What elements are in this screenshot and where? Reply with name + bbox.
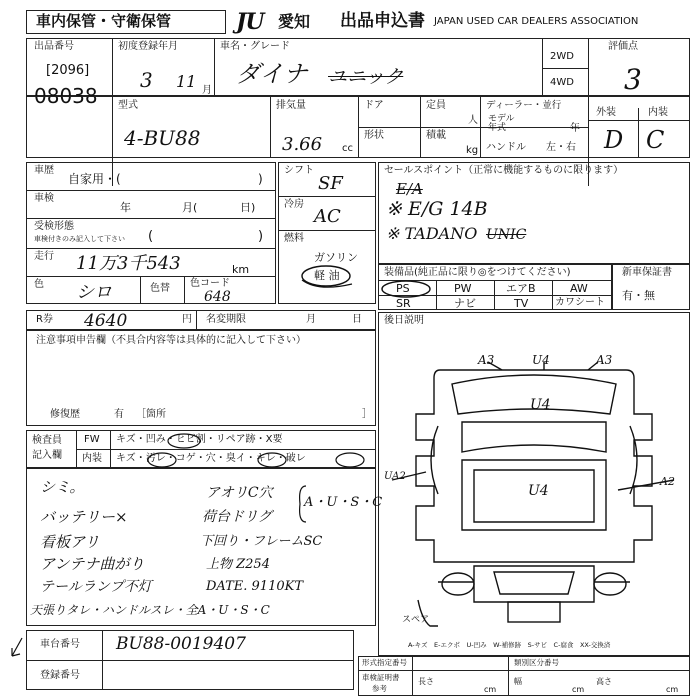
inspector-label-1: 検査員 (32, 435, 62, 446)
shift-value: SF (318, 173, 343, 194)
association-name: JAPAN USED CAR DEALERS ASSOCIATION (434, 16, 639, 27)
sales-line-3: ※ TADANO (386, 224, 478, 243)
equip-tv: TV (514, 297, 529, 310)
damage-mark-a3-right: A3 (596, 353, 613, 367)
car-name-label: 車名・グレード (220, 41, 290, 52)
handnote-left-5: テールランプ不灯 (40, 579, 152, 595)
history-close: ) (258, 172, 263, 186)
sales-line-1: E/A (396, 180, 423, 198)
equip-ps: PS (396, 282, 410, 295)
lot-number: 08038 (34, 84, 98, 108)
drive-2wd: 2WD (550, 51, 574, 62)
inspector-circle-marks (140, 430, 380, 470)
first-reg-month: 11 (176, 72, 197, 91)
mileage-value: 11万3千543 (76, 253, 181, 274)
org-name: 愛知 (278, 12, 311, 31)
year-unit: 年 (570, 123, 580, 134)
length-cm: cm (484, 685, 497, 694)
inspector-int-label: 内装 (82, 453, 102, 464)
car-name-struck: ユニック (328, 66, 404, 88)
model-value: 4-BU88 (124, 126, 201, 150)
door-label: ドア (364, 100, 384, 111)
displacement-value: 3.66 (282, 134, 323, 155)
inspection-label: 車検 (34, 193, 54, 204)
width-cm: cm (572, 685, 585, 694)
sales-line-2: ※ E/G 14B (386, 198, 488, 220)
fuel-circle-mark (298, 262, 358, 298)
model-year-label: モデル 年式 (488, 114, 515, 133)
height-cm: cm (666, 685, 679, 694)
ju-logo (236, 9, 276, 33)
receive-note: 車検付きのみ記入して下さい (34, 235, 125, 243)
cert-label: 車検証明書 (362, 673, 400, 682)
receive-close: ) (258, 229, 264, 244)
drive-4wd: 4WD (550, 77, 574, 88)
equip-aw: AW (570, 282, 588, 295)
capacity-unit: 人 (468, 115, 478, 126)
damage-mark-u4-hood: U4 (530, 397, 551, 413)
chassis-label: 車台番号 (40, 639, 80, 650)
interior-label: 内装 (648, 107, 668, 118)
color-value: シロ (76, 282, 112, 303)
recycle-value: 4640 (84, 311, 128, 331)
equip-pw: PW (454, 282, 472, 295)
equip-airbag: エアB (506, 282, 536, 295)
color-code-value: 648 (204, 289, 231, 305)
spec-number-label: 形式指定番号 (362, 658, 407, 667)
fuel-diesel: 軽 油 (314, 269, 340, 282)
repair-label: 修復歴 (50, 409, 80, 420)
damage-mark-u4-bed: U4 (528, 483, 549, 499)
storage-label: 車内保管・守衛保管 (36, 12, 172, 30)
handnote-right-1: アオリC穴 (206, 485, 273, 501)
length-label: 長さ (418, 677, 434, 686)
ps-circle-mark (380, 279, 432, 299)
model-label: 型式 (118, 100, 138, 111)
sales-line-3-struck: UNIC (486, 227, 527, 243)
fuel-gasoline: ガソリン (314, 251, 358, 264)
displacement-unit: cc (342, 143, 353, 154)
handnote-right-3: 下回り・フレームSC (200, 534, 323, 549)
capacity-label: 定員 (426, 100, 446, 111)
corner-arrow-mark (8, 636, 26, 660)
warranty-options: 有・無 (622, 289, 655, 302)
rename-day: 日 (352, 314, 362, 325)
color-change-label: 色替 (150, 283, 170, 294)
exterior-label: 外装 (596, 107, 616, 118)
receive-paren: ( (148, 229, 154, 244)
notes-label: 注意事項申告欄（不具合内容等は具体的に記入して下さい） (36, 335, 306, 346)
mileage-label: 走行 (34, 251, 54, 262)
handnote-left-3: 看板アリ (40, 533, 100, 551)
inspection-month: 月( (182, 201, 198, 214)
first-reg-year: 3 (140, 68, 153, 92)
rear-explain-label: 後日説明 (384, 315, 424, 326)
shape-label: 形状 (364, 130, 384, 141)
history-label: 車歴 (34, 165, 54, 176)
handnote-left-1: シミ。 (40, 478, 85, 496)
color-code-label: 色コード (190, 278, 230, 289)
ac-value: AC (314, 206, 341, 227)
rating-value: 3 (624, 63, 642, 96)
recycle-frame (26, 310, 376, 330)
handnote-right-2: 荷台ドリグ (202, 509, 272, 525)
shift-label: シフト (284, 165, 314, 176)
lot-bracket: [2096] (46, 63, 90, 78)
exterior-value: D (604, 126, 624, 154)
handle-label: ハンドル (486, 142, 526, 153)
damage-mark-a3-left: A3 (478, 353, 495, 367)
inspector-label-2: 記入欄 (32, 450, 62, 461)
repair-bracket: ［箇所 (136, 409, 166, 420)
inspection-year: 年 (120, 201, 131, 214)
inspector-fw-items: キズ・凹み・ヒビ割・リペア跡・X要 (116, 434, 283, 445)
handnote-left-4: アンテナ曲がり (40, 555, 145, 573)
handnote-right-4: 上物 Z254 (206, 557, 270, 572)
rename-label: 名変期限 (206, 314, 246, 325)
inspection-day: 日) (240, 201, 256, 214)
rename-month: 月 (306, 314, 316, 325)
load-unit: kg (466, 145, 479, 156)
receive-label: 受検形態 (34, 221, 74, 232)
handnote-right-5: DATE. 9110KT (206, 579, 303, 594)
ac-label: 冷房 (284, 199, 304, 210)
equip-sr: SR (396, 297, 411, 310)
equip-wseat: カワシート (555, 297, 605, 308)
height-label: 高さ (596, 677, 612, 686)
damage-mark-u4-top: U4 (532, 353, 550, 367)
repair-close: ］ (362, 409, 372, 420)
handnote-left-2: バッテリー× (40, 508, 128, 526)
dealer-label: ディーラー・並行 (486, 100, 562, 111)
mileage-unit: km (232, 263, 250, 276)
car-name: ダイナ (236, 60, 308, 88)
warranty-label: 新車保証書 (622, 267, 672, 278)
recycle-label: R券 (36, 314, 53, 325)
first-reg-label: 初度登録年月 (118, 41, 178, 52)
recycle-unit: 円 (182, 314, 192, 325)
load-label: 積載 (426, 130, 446, 141)
ju-logo-text: JU (236, 9, 264, 35)
equip-navi: ナビ (454, 297, 476, 310)
handnote-left-6: 天張りタレ・ハンドルスレ・全A・U・S・C (30, 603, 270, 617)
repair-value: 有 (114, 409, 124, 420)
registration-label: 登録番号 (40, 670, 80, 681)
damage-mark-a2-right: A2 (660, 475, 675, 488)
handnote-side-bracket: A・U・S・C (304, 495, 383, 510)
bracket-mark (296, 484, 308, 524)
inspector-int-items: キズ・汚レ・コゲ・穴・臭イ・キレ・破レ (116, 453, 306, 464)
handle-options: 左・右 (546, 142, 576, 153)
rating-label: 評価点 (608, 41, 638, 52)
inspector-fw-label: FW (84, 434, 100, 445)
form-title: 出品申込書 (340, 11, 425, 31)
interior-value: C (646, 126, 665, 154)
history-value: 自家用・( (68, 172, 121, 186)
color-label: 色 (34, 279, 44, 290)
spare-label: スペア (402, 615, 430, 625)
equipment-label: 装備品(純正品に限り◎をつけてください) (384, 267, 571, 278)
damage-mark-ua2-left: UA2 (384, 471, 406, 482)
month-unit: 月 (202, 85, 212, 96)
ref-label: 参考 (372, 684, 387, 693)
fuel-label: 燃料 (284, 233, 304, 244)
lot-number-label: 出品番号 (34, 41, 74, 52)
category-number-label: 類別区分番号 (514, 658, 559, 667)
width-label: 幅 (514, 677, 522, 686)
damage-legend: A-キズ E-エクボ U-凹み W-補修跡 S-サビ C-腐食 XX-交換済 (408, 641, 611, 649)
displacement-label: 排気量 (276, 100, 306, 111)
sales-points-label: セールスポイント（正常に機能するものに限ります） (384, 165, 624, 176)
chassis-number: BU88-0019407 (116, 634, 246, 654)
